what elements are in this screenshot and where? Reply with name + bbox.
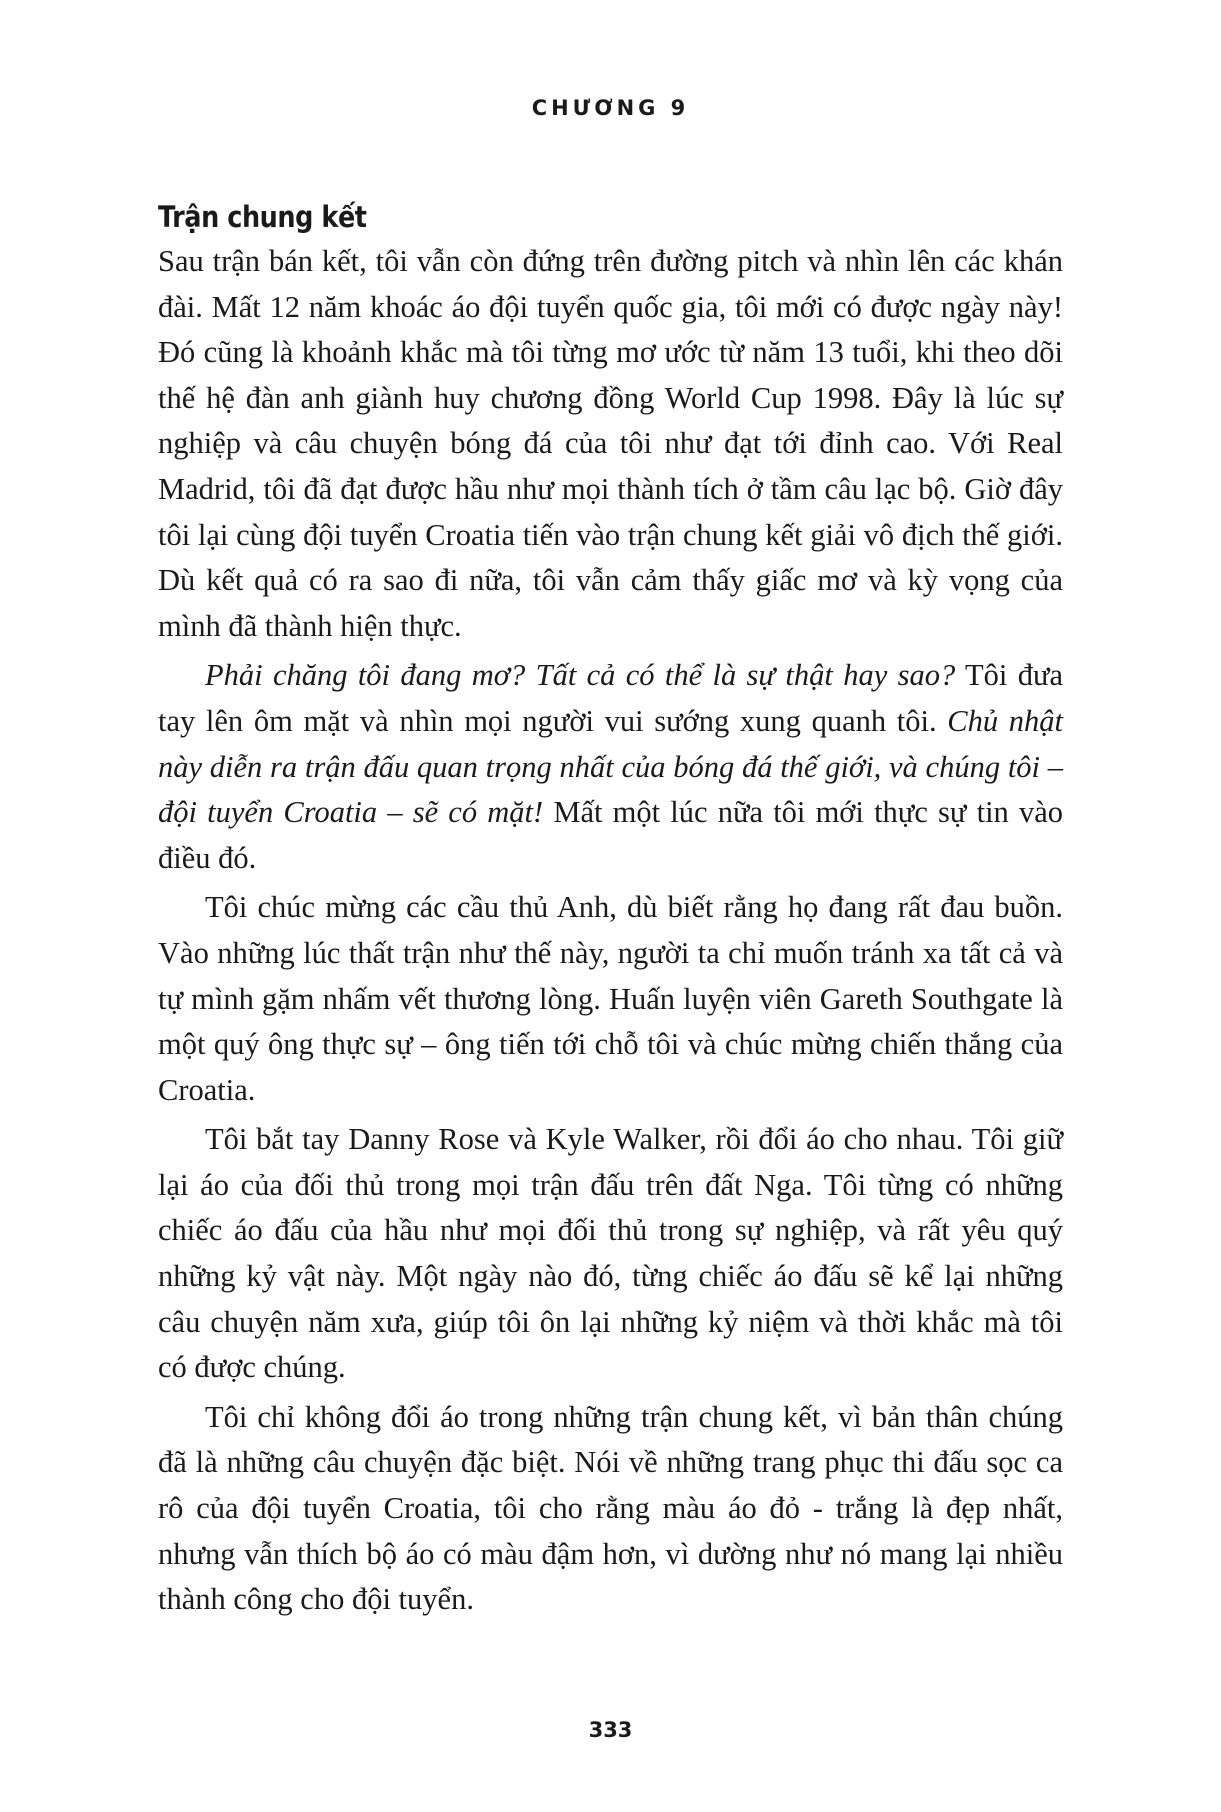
paragraph-4: Tôi bắt tay Danny Rose và Kyle Walker, rồi đổi áo cho nhau. Tôi giữ lại áo của đối thủ trong mọi trận đấu trên đất Nga. Tôi từng có những chiếc áo đấu của hầu như mọi đối thủ trong sự nghiệp, và rất yêu quý những kỷ vật này. Một ngày nào đó, từng chiếc áo đấu sẽ kể lại những câu chuyện năm xưa, giúp tôi ôn lại những kỷ niệm và thời khắc mà tôi có được chúng. <box>158 1122 1063 1385</box>
italic-thought-2: Chủ nhật này diễn ra trận đấu quan trọng nhất của bóng đá thế giới, và chúng tôi – đội tuyển Croatia – sẽ có mặt! <box>158 703 1063 830</box>
running-head: CHƯƠNG 9 <box>531 96 690 120</box>
page-number: 333 <box>588 1718 633 1742</box>
paragraph-2 <box>158 653 1063 881</box>
paragraph-1: Sau trận bán kết, tôi vẫn còn đứng trên đường pitch và nhìn lên các khán đài. Mất 12 năm khoác áo đội tuyển quốc gia, tôi mới có được ngày này! Đó cũng là khoảnh khắc mà tôi từng mơ ước từ năm 13 tuổi, khi theo dõi thế hệ đàn anh giành huy chương đồng World Cup 1998. Đây là lúc sự nghiệp và câu chuyện bóng đá của tôi như đạt tới đỉnh cao. Với Real Madrid, tôi đã đạt được hầu như mọi thành tích ở tầm câu lạc bộ. Giờ đây tôi lại cùng đội tuyển Croatia tiến vào trận chung kết giải vô địch thế giới. Dù kết quả có ra sao đi nữa, tôi vẫn cảm thấy giấc mơ và kỳ vọng của mình đã thành hiện thực. <box>158 244 1063 643</box>
paragraph-5: Tôi chỉ không đổi áo trong những trận chung kết, vì bản thân chúng đã là những câu chuyện đặc biệt. Nói về những trang phục thi đấu sọc ca rô của đội tuyển Croatia, tôi cho rằng màu áo đỏ - trắng là đẹp nhất, nhưng vẫn thích bộ áo có màu đậm hơn, vì dường như nó mang lại nhiều thành công cho đội tuyển. <box>158 1399 1063 1617</box>
page-content <box>158 195 1063 1627</box>
section-title: Trận chung kết <box>158 200 367 234</box>
paragraph-2-text-2: Mất một lúc nữa tôi mới thực sự tin vào điều đó. <box>158 795 1064 875</box>
paragraph-3: Tôi chúc mừng các cầu thủ Anh, dù biết rằng họ đang rất đau buồn. Vào những lúc thất trận như thế này, người ta chỉ muốn tránh xa tất cả và tự mình gặm nhấm vết thương lòng. Huấn luyện viên Gareth Southgate là một quý ông thực sự – ông tiến tới chỗ tôi và chúc mừng chiến thắng của Croatia. <box>158 890 1063 1107</box>
paragraph-2-text-1: Tôi đưa tay lên ôm mặt và nhìn mọi người vui sướng xung quanh tôi. <box>158 658 1064 738</box>
italic-thought-1: Phải chăng tôi đang mơ? Tất cả có thể là sự thật hay sao? <box>205 658 956 693</box>
